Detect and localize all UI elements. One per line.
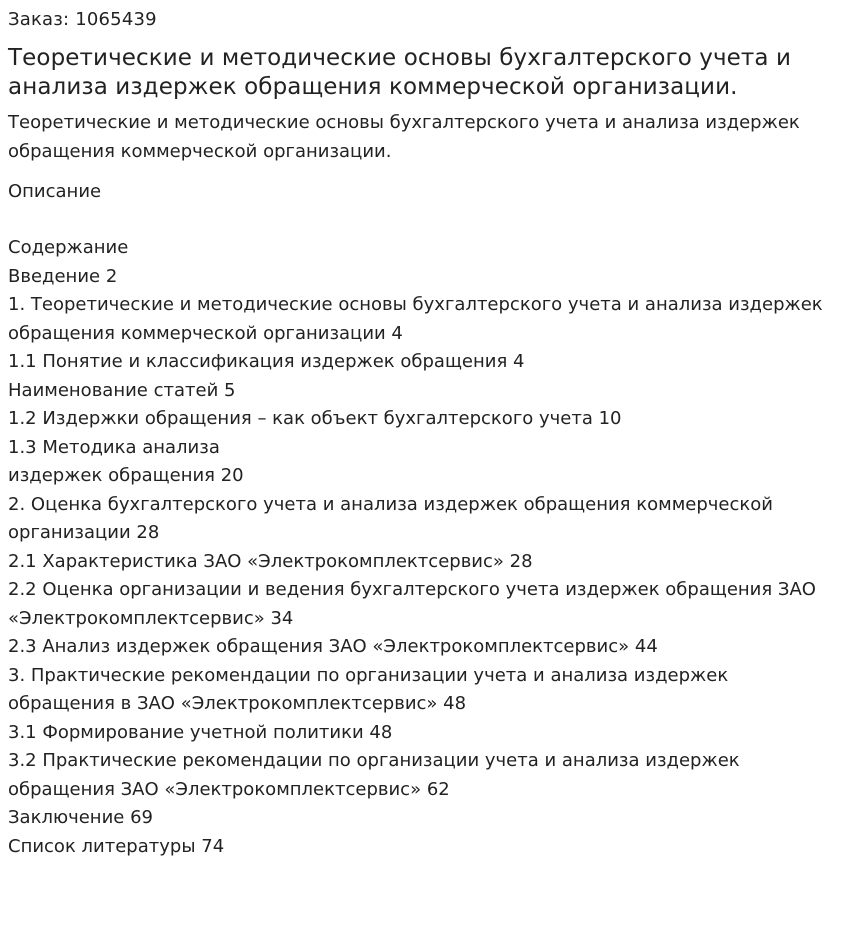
toc-heading: Содержание xyxy=(8,237,129,258)
table-of-contents xyxy=(8,234,839,861)
toc-item: Список литературы 74 xyxy=(8,835,225,857)
toc-item: 1.2 Издержки обращения – как объект бухгалтерского учета 10 xyxy=(8,408,622,429)
toc-item: 3. Практические рекомендации по организации учета и анализа издержек обращения в ЗАО «Электрокомплектсервис» 48 xyxy=(8,664,729,714)
toc-item: 2.3 Анализ издержек обращения ЗАО «Электрокомплектсервис» 44 xyxy=(8,636,658,657)
page-title: Теоретические и методические основы бухгалтерского учета и анализа издержек обращения коммерческой организации. xyxy=(8,45,792,100)
toc-item: 2.1 Характеристика ЗАО «Электрокомплектсервис» 28 xyxy=(8,550,533,572)
toc-item: 1.3 Методика анализа xyxy=(8,436,220,458)
order-number: Заказ: 1065439 xyxy=(8,9,157,30)
toc-item: издержек обращения 20 xyxy=(8,465,244,486)
toc-item: 1. Теоретические и методические основы бухгалтерского учета и анализа издержек обращения коммерческой организации 4 xyxy=(8,294,823,344)
toc-item: 2. Оценка бухгалтерского учета и анализа издержек обращения коммерческой организации 28 xyxy=(8,493,773,543)
toc-item: 2.2 Оценка организации и ведения бухгалтерского учета издержек обращения ЗАО «Электрокомплектсервис» 34 xyxy=(8,579,816,629)
toc-item: Наименование статей 5 xyxy=(8,379,236,401)
toc-item: 1.1 Понятие и классификация издержек обращения 4 xyxy=(8,351,525,372)
toc-item: Введение 2 xyxy=(8,265,118,287)
toc-item: 3.1 Формирование учетной политики 48 xyxy=(8,721,393,743)
toc-item: Заключение 69 xyxy=(8,807,153,828)
page-subtitle: Теоретические и методические основы бухгалтерского учета и анализа издержек обращения коммерческой организации. xyxy=(8,112,800,162)
toc-item: 3.2 Практические рекомендации по организации учета и анализа издержек обращения ЗАО «Электрокомплектсервис» 62 xyxy=(8,750,740,800)
description-heading: Описание xyxy=(8,181,102,202)
